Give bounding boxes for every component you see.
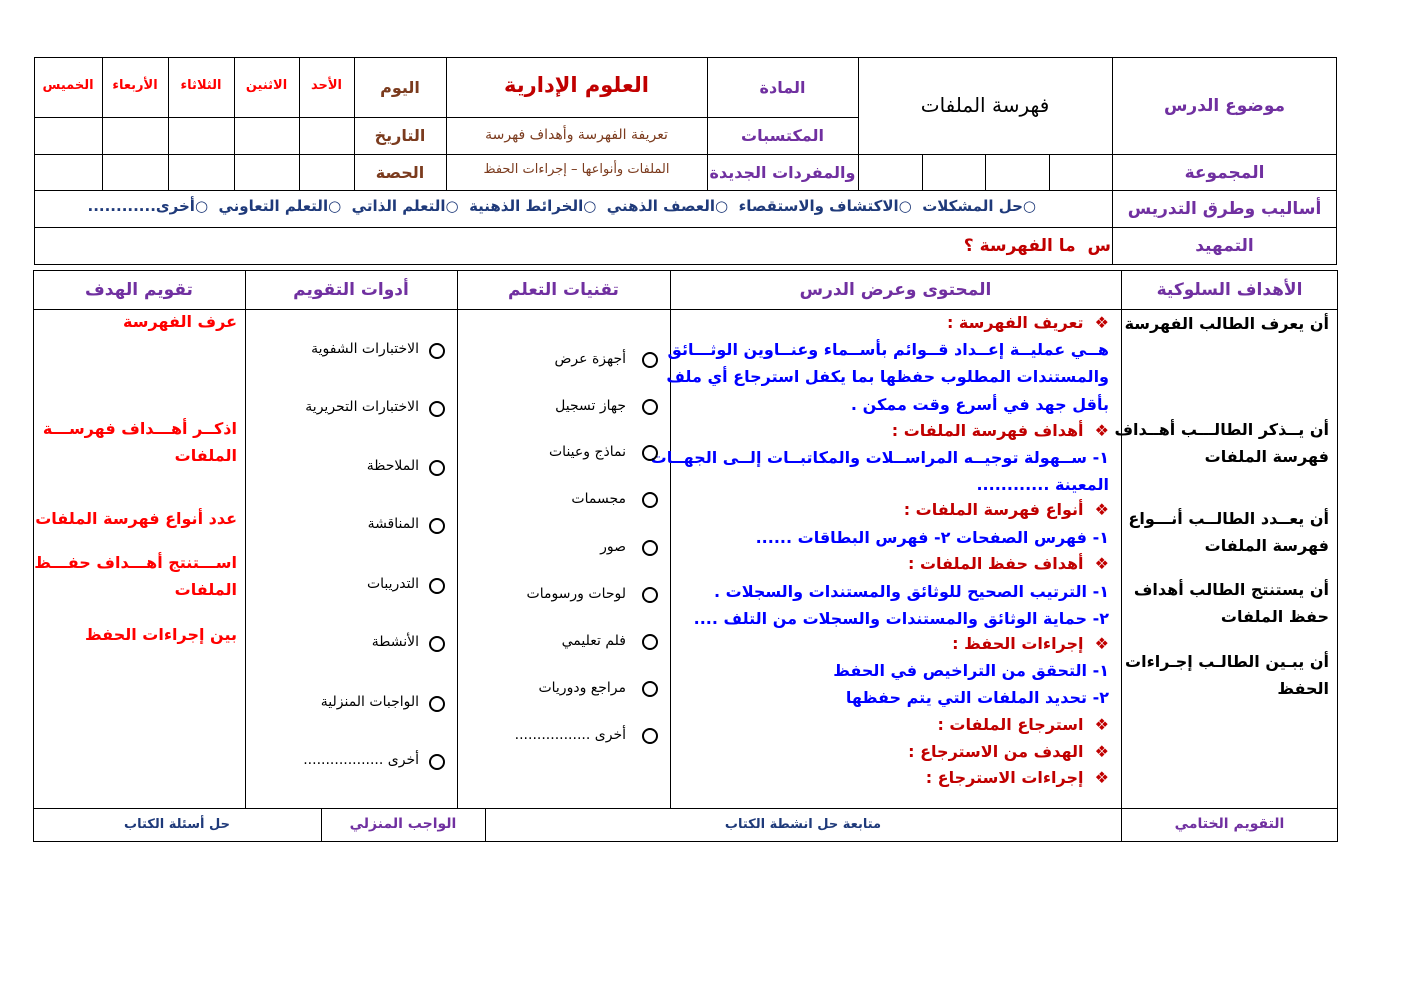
content-heading-goals: ❖ أهداف فهرسة الملفات : — [891, 421, 1109, 440]
checkbox-circle[interactable] — [429, 401, 445, 417]
evaluation-item: بين إجراءات الحفظ — [85, 625, 237, 644]
checkbox-circle[interactable] — [429, 343, 445, 359]
technique-item: مراجع ودوريات — [538, 680, 626, 696]
checkbox-circle[interactable] — [642, 445, 658, 461]
header-techniques: تقنيات التعلم — [508, 280, 619, 300]
content-heading-types: ❖ أنواع فهرسة الملفات : — [903, 500, 1109, 519]
evaluation-item: الملفات — [174, 446, 237, 465]
content-line: المعينة ............ — [976, 475, 1109, 494]
day-wednesday: الأربعاء — [112, 78, 158, 93]
objective-item: أن يعــدد الطالــب أنـــواع — [1128, 509, 1329, 528]
content-heading-save-procedures: ❖ إجراءات الحفظ : — [952, 634, 1109, 653]
checkbox-circle[interactable] — [642, 352, 658, 368]
subject-label: المادة — [759, 78, 806, 97]
bullet-icon: ❖ — [1094, 742, 1109, 761]
content-line: ١- ســهولة توجيــه المراســلات والمكاتبــات إلــى الجهــات — [650, 448, 1109, 467]
prior-label: المكتسبات — [741, 126, 824, 145]
technique-item: لوحات ورسومات — [526, 586, 626, 602]
evaluation-item: عدد أنواع فهرسة الملفات — [35, 509, 237, 528]
homework-label: الواجب المنزلي — [349, 816, 457, 832]
checkbox-circle[interactable] — [429, 578, 445, 594]
checkbox-circle[interactable] — [642, 728, 658, 744]
header-tools: أدوات التقويم — [293, 280, 409, 300]
technique-item: فلم تعليمي — [561, 633, 626, 649]
tool-item: المناقشة — [367, 516, 419, 532]
vocab-line-2: الملفات وأنواعها – إجراءات الحفظ — [483, 162, 670, 177]
day-thursday: الخميس — [42, 78, 94, 93]
method-mind-maps: ○الخرائط الذهنية — [469, 197, 597, 215]
method-discovery: ○الاكتشاف والاستقصاء — [738, 197, 912, 215]
tool-item: أخرى .................. — [303, 752, 419, 768]
content-line: ١- التحقق من التراخيص في الحفظ — [833, 661, 1109, 680]
subject-value: العلوم الإدارية — [504, 73, 649, 97]
tool-item: الاختبارات التحريرية — [305, 399, 419, 415]
final-eval-label: التقويم الختامي — [1174, 816, 1285, 832]
technique-item: جهاز تسجيل — [555, 398, 626, 414]
evaluation-item: عرف الفهرسة — [123, 312, 237, 331]
group-label: المجموعة — [1184, 163, 1265, 183]
header-content: المحتوى وعرض الدرس — [799, 280, 992, 300]
technique-item: مجسمات — [571, 491, 626, 507]
content-heading-retrieval-goal: ❖ الهدف من الاسترجاع : — [908, 742, 1109, 761]
checkbox-circle[interactable] — [429, 518, 445, 534]
content-line: بأقل جهد في أسرع وقت ممكن . — [850, 395, 1109, 414]
objective-item: حفظ الملفات — [1220, 607, 1329, 626]
checkbox-circle[interactable] — [642, 399, 658, 415]
content-line: ١- الترتيب الصحيح للوثائق والمستندات والسجلات . — [713, 582, 1109, 601]
technique-item: أجهزة عرض — [554, 351, 626, 367]
method-other: ○أخرى............ — [87, 197, 209, 215]
checkbox-circle[interactable] — [429, 636, 445, 652]
intro-label: التمهيد — [1195, 236, 1254, 256]
tool-item: الأنشطة — [371, 634, 419, 650]
header-objectives: الأهداف السلوكية — [1156, 280, 1303, 300]
objective-item: أن يعرف الطالب الفهرسة — [1124, 314, 1329, 333]
technique-item: نماذج وعينات — [549, 444, 626, 460]
tool-item: الاختبارات الشفوية — [311, 341, 419, 357]
topic-value: فهرسة الملفات — [920, 93, 1050, 117]
checkbox-circle[interactable] — [642, 492, 658, 508]
content-line: ٢- حماية الوثائق والمستندات والسجلات من التلف .... — [693, 609, 1109, 628]
checkbox-circle[interactable] — [429, 696, 445, 712]
content-heading-definition: ❖ تعريف الفهرسة : — [946, 313, 1109, 332]
checkbox-circle[interactable] — [429, 754, 445, 770]
checkbox-circle[interactable] — [642, 634, 658, 650]
teaching-methods-list — [88, 199, 1036, 214]
method-self-learning: ○التعلم الذاتي — [351, 197, 459, 215]
period-label: الحصة — [375, 163, 425, 182]
evaluation-item: اذكــر أهـــداف فهرســـة — [42, 419, 237, 438]
new-vocab-label: والمفردات الجديدة — [709, 163, 856, 182]
topic-label: موضوع الدرس — [1163, 96, 1286, 116]
checkbox-circle[interactable] — [429, 460, 445, 476]
bullet-icon: ❖ — [1094, 421, 1109, 440]
content-line: هــي عمليــة إعــداد قــوائم بأســماء وعنــاوين الوثـــائق — [667, 340, 1109, 359]
day-sunday: الأحد — [310, 78, 342, 93]
book-questions-text: حل أسئلة الكتاب — [124, 817, 230, 832]
evaluation-item: الملفات — [174, 580, 237, 599]
content-heading-save-goals: ❖ أهداف حفظ الملفات : — [907, 554, 1109, 573]
objective-item: أن يبـين الطالـب إجـراءات — [1125, 652, 1329, 671]
technique-item: صور — [600, 539, 626, 555]
checkbox-circle[interactable] — [642, 681, 658, 697]
checkbox-circle[interactable] — [642, 587, 658, 603]
bullet-icon: ❖ — [1094, 313, 1109, 332]
technique-item: أخرى ................. — [514, 727, 626, 743]
bullet-icon: ❖ — [1094, 715, 1109, 734]
bullet-icon: ❖ — [1094, 634, 1109, 653]
evaluation-item: اســـتنتج أهـــداف حفـــظ — [34, 553, 237, 572]
content-heading-retrieval-procedures: ❖ إجراءات الاسترجاع : — [925, 768, 1109, 787]
content-line: ٢- تحديد الملفات التي يتم حفظها — [845, 688, 1109, 707]
objective-item: فهرسة الملفات — [1204, 536, 1329, 555]
bullet-icon: ❖ — [1094, 554, 1109, 573]
intro-question: س ما الفهرسة ؟ — [963, 236, 1111, 256]
method-problem-solving: ○حل المشكلات — [922, 197, 1036, 215]
content-heading-retrieval: ❖ استرجاع الملفات : — [937, 715, 1109, 734]
bullet-icon: ❖ — [1094, 768, 1109, 787]
day-tuesday: الثلاثاء — [180, 78, 222, 93]
methods-label: أساليب وطرق التدريس — [1127, 199, 1322, 219]
tool-item: الملاحظة — [366, 458, 419, 474]
day-label: اليوم — [380, 78, 420, 97]
method-cooperative: ○التعلم التعاوني — [218, 197, 342, 215]
content-line: ١- فهرس الصفحات ٢- فهرس البطاقات ...... — [755, 528, 1109, 547]
day-monday: الاثنين — [245, 78, 288, 93]
checkbox-circle[interactable] — [642, 540, 658, 556]
vocab-line-1: تعريفة الفهرسة وأهداف فهرسة — [485, 127, 668, 143]
objective-item: أن يــذكر الطالـــب أهــداف — [1114, 420, 1329, 439]
header-evaluation: تقويم الهدف — [85, 280, 193, 300]
bullet-icon: ❖ — [1094, 500, 1109, 519]
activities-text: متابعة حل انشطة الكتاب — [724, 817, 882, 832]
objective-item: فهرسة الملفات — [1204, 447, 1329, 466]
objective-item: أن يستنتج الطالب أهداف — [1133, 580, 1329, 599]
objective-item: الحفظ — [1277, 679, 1329, 698]
content-line: والمستندات المطلوب حفظها بما يكفل استرجاع أي ملف — [666, 367, 1109, 386]
tool-item: الواجبات المنزلية — [320, 694, 419, 710]
method-brainstorming: ○العصف الذهني — [606, 197, 729, 215]
tool-item: التدريبات — [366, 576, 419, 592]
date-label: التاريخ — [374, 126, 426, 145]
